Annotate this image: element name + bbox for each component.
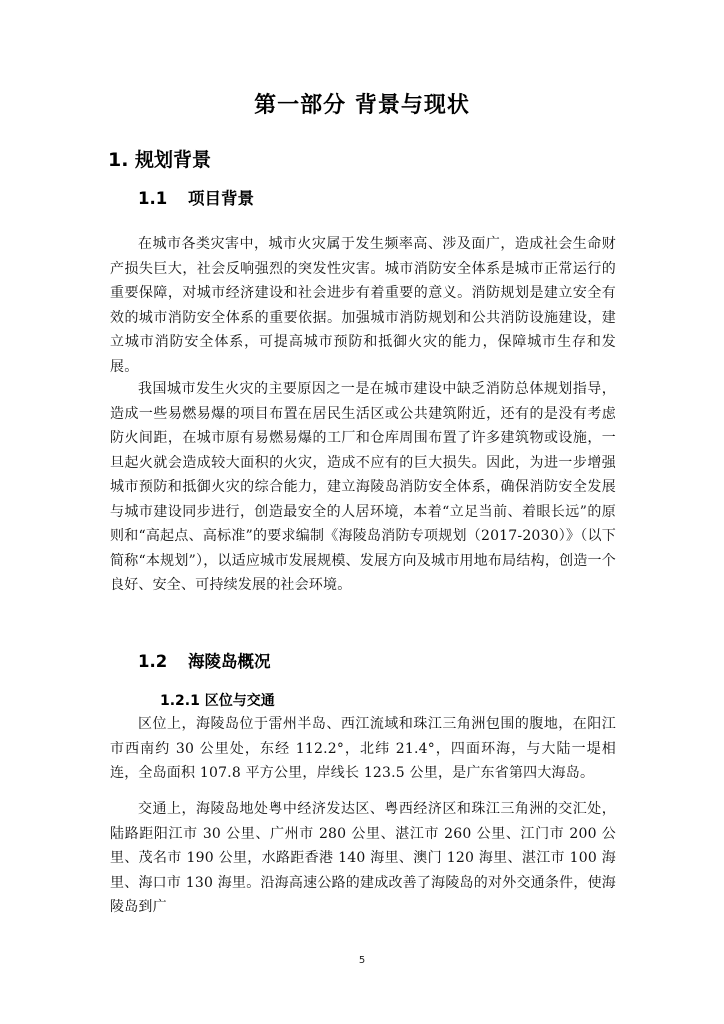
page-number: 5 xyxy=(358,955,366,966)
paragraph-1-1-2: 我国城市发生火灾的主要原因之一是在城市建设中缺乏消防总体规划指导，造成一些易燃易爆的项目布置在居民生活区或公共建筑附近，还有的是没有考虑防火间距，在城市原有易燃易爆的工厂和仓库周围布置了许多建筑物或设施，一旦起火就会造成较大面积的火灾，造成不应有的巨大损失。因此，为进一步增强城市预防和抵御火灾的综合能力，建立海陵岛消防安全体系，确保消防安全发展与城市建设同步进行，创造最安全的人居环境，本着“立足当前、着眼长远”的原则和“高起点、高标准”的要求编制《海陵岛消防专项规划（2017-2030）》（以下简称“本规划”），以适应城市发展规模、发展方向及城市用地布局结构，创造一个良好、安全、可持续发展的社会环境。 xyxy=(110,381,616,593)
section-title: 海陵岛概况 xyxy=(188,652,271,671)
section-title: 项目背景 xyxy=(188,189,254,208)
paragraph-1-2-1-2: 交通上，海陵岛地处粤中经济发达区、粤西经济区和珠江三角洲的交汇处，陆路距阳江市 30 公里、广州市 280 公里、湛江市 260 公里、江门市 200 公里、茂名市 190 公里，水路距香港 140 海里、澳门 120 海里、湛江市 100 海里、海口市 130 海里。沿海高速公路的建成改善了海陵岛的对外交通条件，使海陵岛到广 xyxy=(110,801,616,915)
section-heading-1: 1. 规划背景 xyxy=(108,149,212,171)
part-title: 第一部分 背景与现状 xyxy=(254,93,470,118)
section-heading-1-2-1: 1.2.1 区位与交通 xyxy=(160,693,275,709)
section-heading-1-1 xyxy=(138,185,254,209)
section-heading-1-2 xyxy=(138,648,271,672)
paragraph-1-1-1: 在城市各类灾害中，城市火灾属于发生频率高、涉及面广，造成社会生命财产损失巨大，社会反响强烈的突发性灾害。城市消防安全体系是城市正常运行的重要保障，对城市经济建设和社会进步有着重要的意义。消防规划是建立安全有效的城市消防安全体系的重要依据。加强城市消防规划和公共消防设施建设，建立城市消防安全体系，可提高城市预防和抵御火灾的能力，保障城市生存和发展。 xyxy=(110,236,616,375)
paragraph-1-2-1-1: 区位上，海陵岛位于雷州半岛、西江流域和珠江三角洲包围的腹地，在阳江市西南约 30 公里处，东经 112.2°，北纬 21.4°，四面环海，与大陆一堤相连，全岛面积 107.8 平方公里，岸线长 123.5 公里，是广东省第四大海岛。 xyxy=(110,716,616,781)
section-number: 1.1 xyxy=(138,189,168,208)
section-number: 1.2 xyxy=(138,652,168,671)
